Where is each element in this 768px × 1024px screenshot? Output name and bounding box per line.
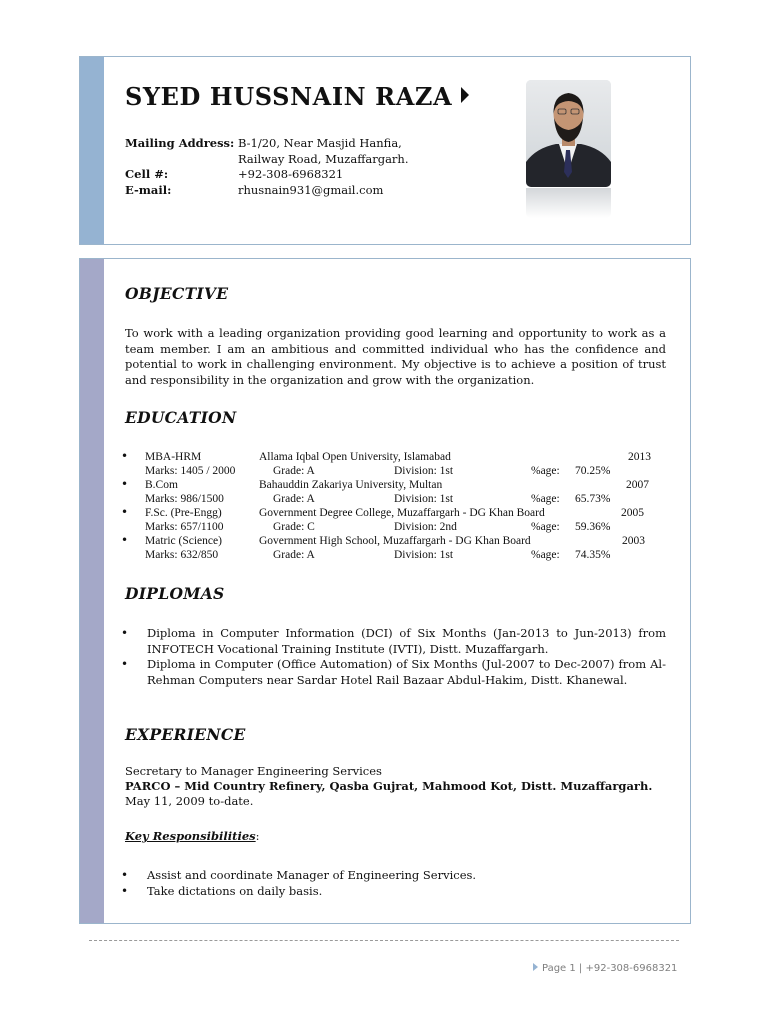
profile-photo-drawing <box>526 80 611 187</box>
education-institution: Government Degree College, Muzaffargarh - DG Khan Board <box>259 507 545 519</box>
education-year: 2007 <box>626 479 649 491</box>
bullet-icon: • <box>121 449 129 463</box>
bullet-icon: • <box>121 884 129 898</box>
education-division: Division: 1st <box>394 493 454 505</box>
profile-photo <box>526 80 611 187</box>
education-percentage: 74.35% <box>575 549 611 561</box>
education-percentage-label: %age: <box>531 521 560 533</box>
mailing-address-line1: B-1/20, Near Masjid Hanfia, <box>238 136 402 150</box>
header-accent-bar <box>80 57 104 244</box>
email-label: E-mail: <box>125 182 172 197</box>
mailing-address-spacer <box>125 152 238 168</box>
education-marks: Marks: 657/1100 <box>145 521 224 533</box>
education-degree: F.Sc. (Pre-Engg) <box>145 507 222 519</box>
footer-text: Page 1 | +92-308-6968321 <box>542 963 678 974</box>
education-year: 2003 <box>622 535 645 547</box>
education-percentage: 70.25% <box>575 465 611 477</box>
bullet-icon: • <box>121 868 129 882</box>
objective-heading: OBJECTIVE <box>125 284 229 303</box>
education-grade: Grade: A <box>273 549 315 561</box>
cell-label: Cell #: <box>125 167 169 181</box>
key-responsibilities-colon: : <box>255 829 260 843</box>
main-accent-bar <box>80 259 104 923</box>
education-division: Division: 1st <box>394 549 454 561</box>
mailing-address-line2: Railway Road, Muzaffargarh. <box>238 151 409 166</box>
education-institution: Allama Iqbal Open University, Islamabad <box>259 451 451 463</box>
bullet-icon: • <box>121 533 129 547</box>
cell-row <box>125 167 409 183</box>
education-institution: Government High School, Muzaffargarh - DG Khan Board <box>259 535 531 547</box>
education-institution: Bahauddin Zakariya University, Multan <box>259 479 443 491</box>
objective-text: To work with a leading organization providing good learning and opportunity to work as a team member. I am an ambitious and committed individual who has the confidence and potential to work in challenging environment. My objective is to achieve a position of trust and responsibility in the organization and grow with the organization. <box>125 326 666 387</box>
contact-info <box>125 136 409 198</box>
bullet-icon: • <box>121 477 129 491</box>
education-division: Division: 1st <box>394 465 454 477</box>
key-responsibilities-heading <box>125 829 260 843</box>
responsibility-item: Assist and coordinate Manager of Engineering Services. <box>147 868 477 882</box>
experience-company: PARCO – Mid Country Refinery, Qasba Gujrat, Mahmood Kot, Distt. Muzaffargarh. <box>125 779 653 793</box>
education-marks: Marks: 986/1500 <box>145 493 224 505</box>
diploma-item: Diploma in Computer (Office Automation) of Six Months (Jul-2007 to Dec-2007) from Al-Rehman Computers near Sardar Hotel Rail Bazaar Abdul-Hakim, Distt. Khanewal. <box>147 657 666 687</box>
education-percentage: 59.36% <box>575 521 611 533</box>
mailing-address-row <box>125 136 409 152</box>
education-grade: Grade: C <box>273 521 315 533</box>
education-percentage-label: %age: <box>531 493 560 505</box>
education-division: Division: 2nd <box>394 521 457 533</box>
email-value: rhusnain931@gmail.com <box>238 182 384 197</box>
education-grade: Grade: A <box>273 465 315 477</box>
profile-photo-reflection <box>526 188 611 218</box>
education-year: 2013 <box>628 451 651 463</box>
education-degree: B.Com <box>145 479 178 491</box>
education-marks: Marks: 1405 / 2000 <box>145 465 236 477</box>
diplomas-heading: DIPLOMAS <box>125 584 225 603</box>
education-percentage-label: %age: <box>531 549 560 561</box>
education-degree: MBA-HRM <box>145 451 202 463</box>
footer-divider <box>89 940 679 941</box>
bullet-icon: • <box>121 657 129 671</box>
triangle-right-icon <box>461 87 469 103</box>
mailing-address-label: Mailing Address: <box>125 136 235 150</box>
education-percentage: 65.73% <box>575 493 611 505</box>
page-footer <box>533 963 677 974</box>
education-percentage-label: %age: <box>531 465 560 477</box>
bullet-icon: • <box>121 505 129 519</box>
email-row <box>125 183 409 199</box>
mailing-address-row-2 <box>125 152 409 168</box>
education-degree: Matric (Science) <box>145 535 222 547</box>
responsibility-item: Take dictations on daily basis. <box>147 884 323 898</box>
cell-value: +92-308-6968321 <box>238 167 344 181</box>
experience-date: May 11, 2009 to-date. <box>125 794 254 808</box>
candidate-name-heading <box>125 82 469 111</box>
experience-position: Secretary to Manager Engineering Services <box>125 764 382 778</box>
education-heading: EDUCATION <box>125 408 237 427</box>
education-year: 2005 <box>621 507 644 519</box>
education-marks: Marks: 632/850 <box>145 549 219 561</box>
key-responsibilities-label: Key Responsibilities <box>125 829 256 843</box>
diploma-item: Diploma in Computer Information (DCI) of Six Months (Jan-2013 to Jun-2013) from INFOTECH Vocational Training Institute (IVTI), Distt. Muzaffargarh. <box>147 626 666 656</box>
candidate-name: SYED HUSSNAIN RAZA <box>125 82 453 111</box>
bullet-icon: • <box>121 626 129 640</box>
experience-heading: EXPERIENCE <box>125 725 246 744</box>
education-grade: Grade: A <box>273 493 315 505</box>
triangle-right-icon <box>533 963 538 971</box>
